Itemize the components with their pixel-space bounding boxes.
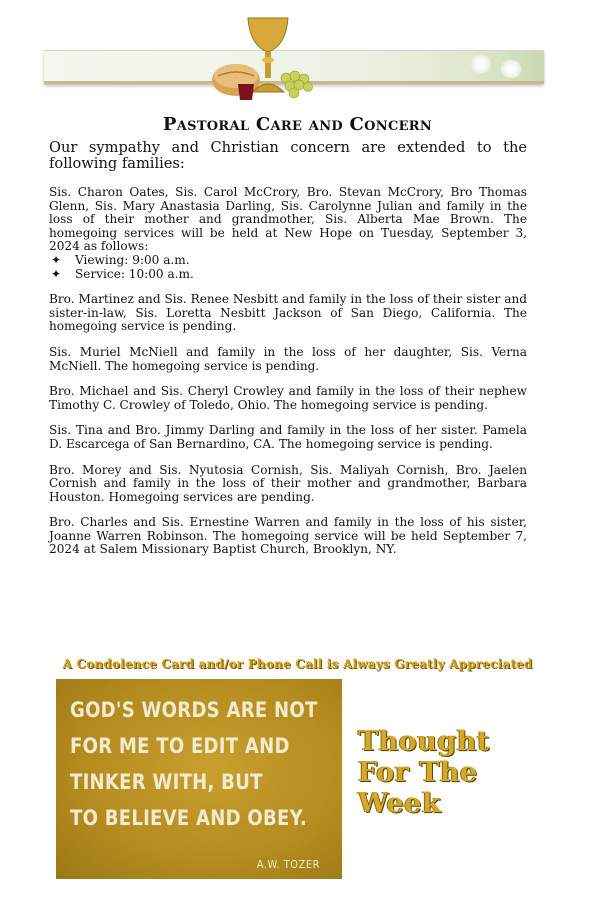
flower-decoration: [500, 60, 522, 78]
intro-text: Our sympathy and Christian concern are extended to the following families:: [49, 139, 527, 172]
communion-chalice-icon: [208, 10, 328, 105]
condolence-entry: Sis. Tina and Bro. Jimmy Darling and family in the loss of her sister. Pamela D. Escarcega of San Bernardino, CA. The homegoing service is pending.: [49, 423, 527, 451]
condolence-note: A Condolence Card and/or Phone Call is Always Greatly Appreciated: [62, 657, 533, 671]
condolence-entry: Bro. Charles and Sis. Ernestine Warren and family in the loss of his sister, Joanne Warren Robinson. The homegoing service will be held September 7, 2024 at Salem Missionary Baptist Church, Brooklyn, NY.: [49, 515, 527, 557]
condolence-list: [49, 186, 527, 569]
quote-author: A.W. TOZER: [256, 858, 320, 871]
quote-image: [56, 679, 342, 879]
viewing-time: ✦ Viewing: 9:00 a.m.: [51, 252, 190, 267]
thought-for-the-week-title: Thought For The Week: [358, 726, 490, 819]
condolence-entry: Bro. Morey and Sis. Nyutosia Cornish, Sis. Maliyah Cornish, Bro. Jaelen Cornish and family in the loss of their mother and grandmother, Barbara Houston. Homegoing services are pending.: [49, 462, 527, 504]
condolence-entry: Bro. Michael and Sis. Cheryl Crowley and family in the loss of their nephew Timothy C. Crowley of Toledo, Ohio. The homegoing service is pending.: [49, 384, 527, 412]
quote-text: GOD'S WORDS ARE NOT FOR ME TO EDIT AND TINKER WITH, BUT TO BELIEVE AND OBEY.: [70, 698, 318, 831]
star-bullet-icon: ✦: [51, 266, 62, 281]
condolence-entry: Bro. Martinez and Sis. Renee Nesbitt and family in the loss of their sister and sister-in-law, Sis. Loretta Nesbitt Jackson of San Diego, California. The homegoing service is pending.: [49, 292, 527, 334]
condolence-entry: Sis. Muriel McNiell and family in the loss of her daughter, Sis. Verna McNiell. The homegoing service is pending.: [49, 344, 527, 373]
service-time: ✦ Service: 10:00 a.m.: [51, 266, 194, 281]
star-bullet-icon: ✦: [51, 252, 62, 267]
condolence-entry: Sis. Charon Oates, Sis. Carol McCrory, Bro. Stevan McCrory, Bro Thomas Glenn, Sis. Mary Anastasia Darling, Sis. Carolynne Julian and family in the loss of their mother and grandmother, Sis. Alberta Mae Brown. The homegoing services will be held at New Hope on Tuesday, September 3, 2024 as follows:: [49, 185, 527, 254]
page-title: Pastoral Care and Concern: [162, 114, 433, 135]
service-times: [49, 254, 527, 281]
flower-decoration: [470, 55, 492, 73]
